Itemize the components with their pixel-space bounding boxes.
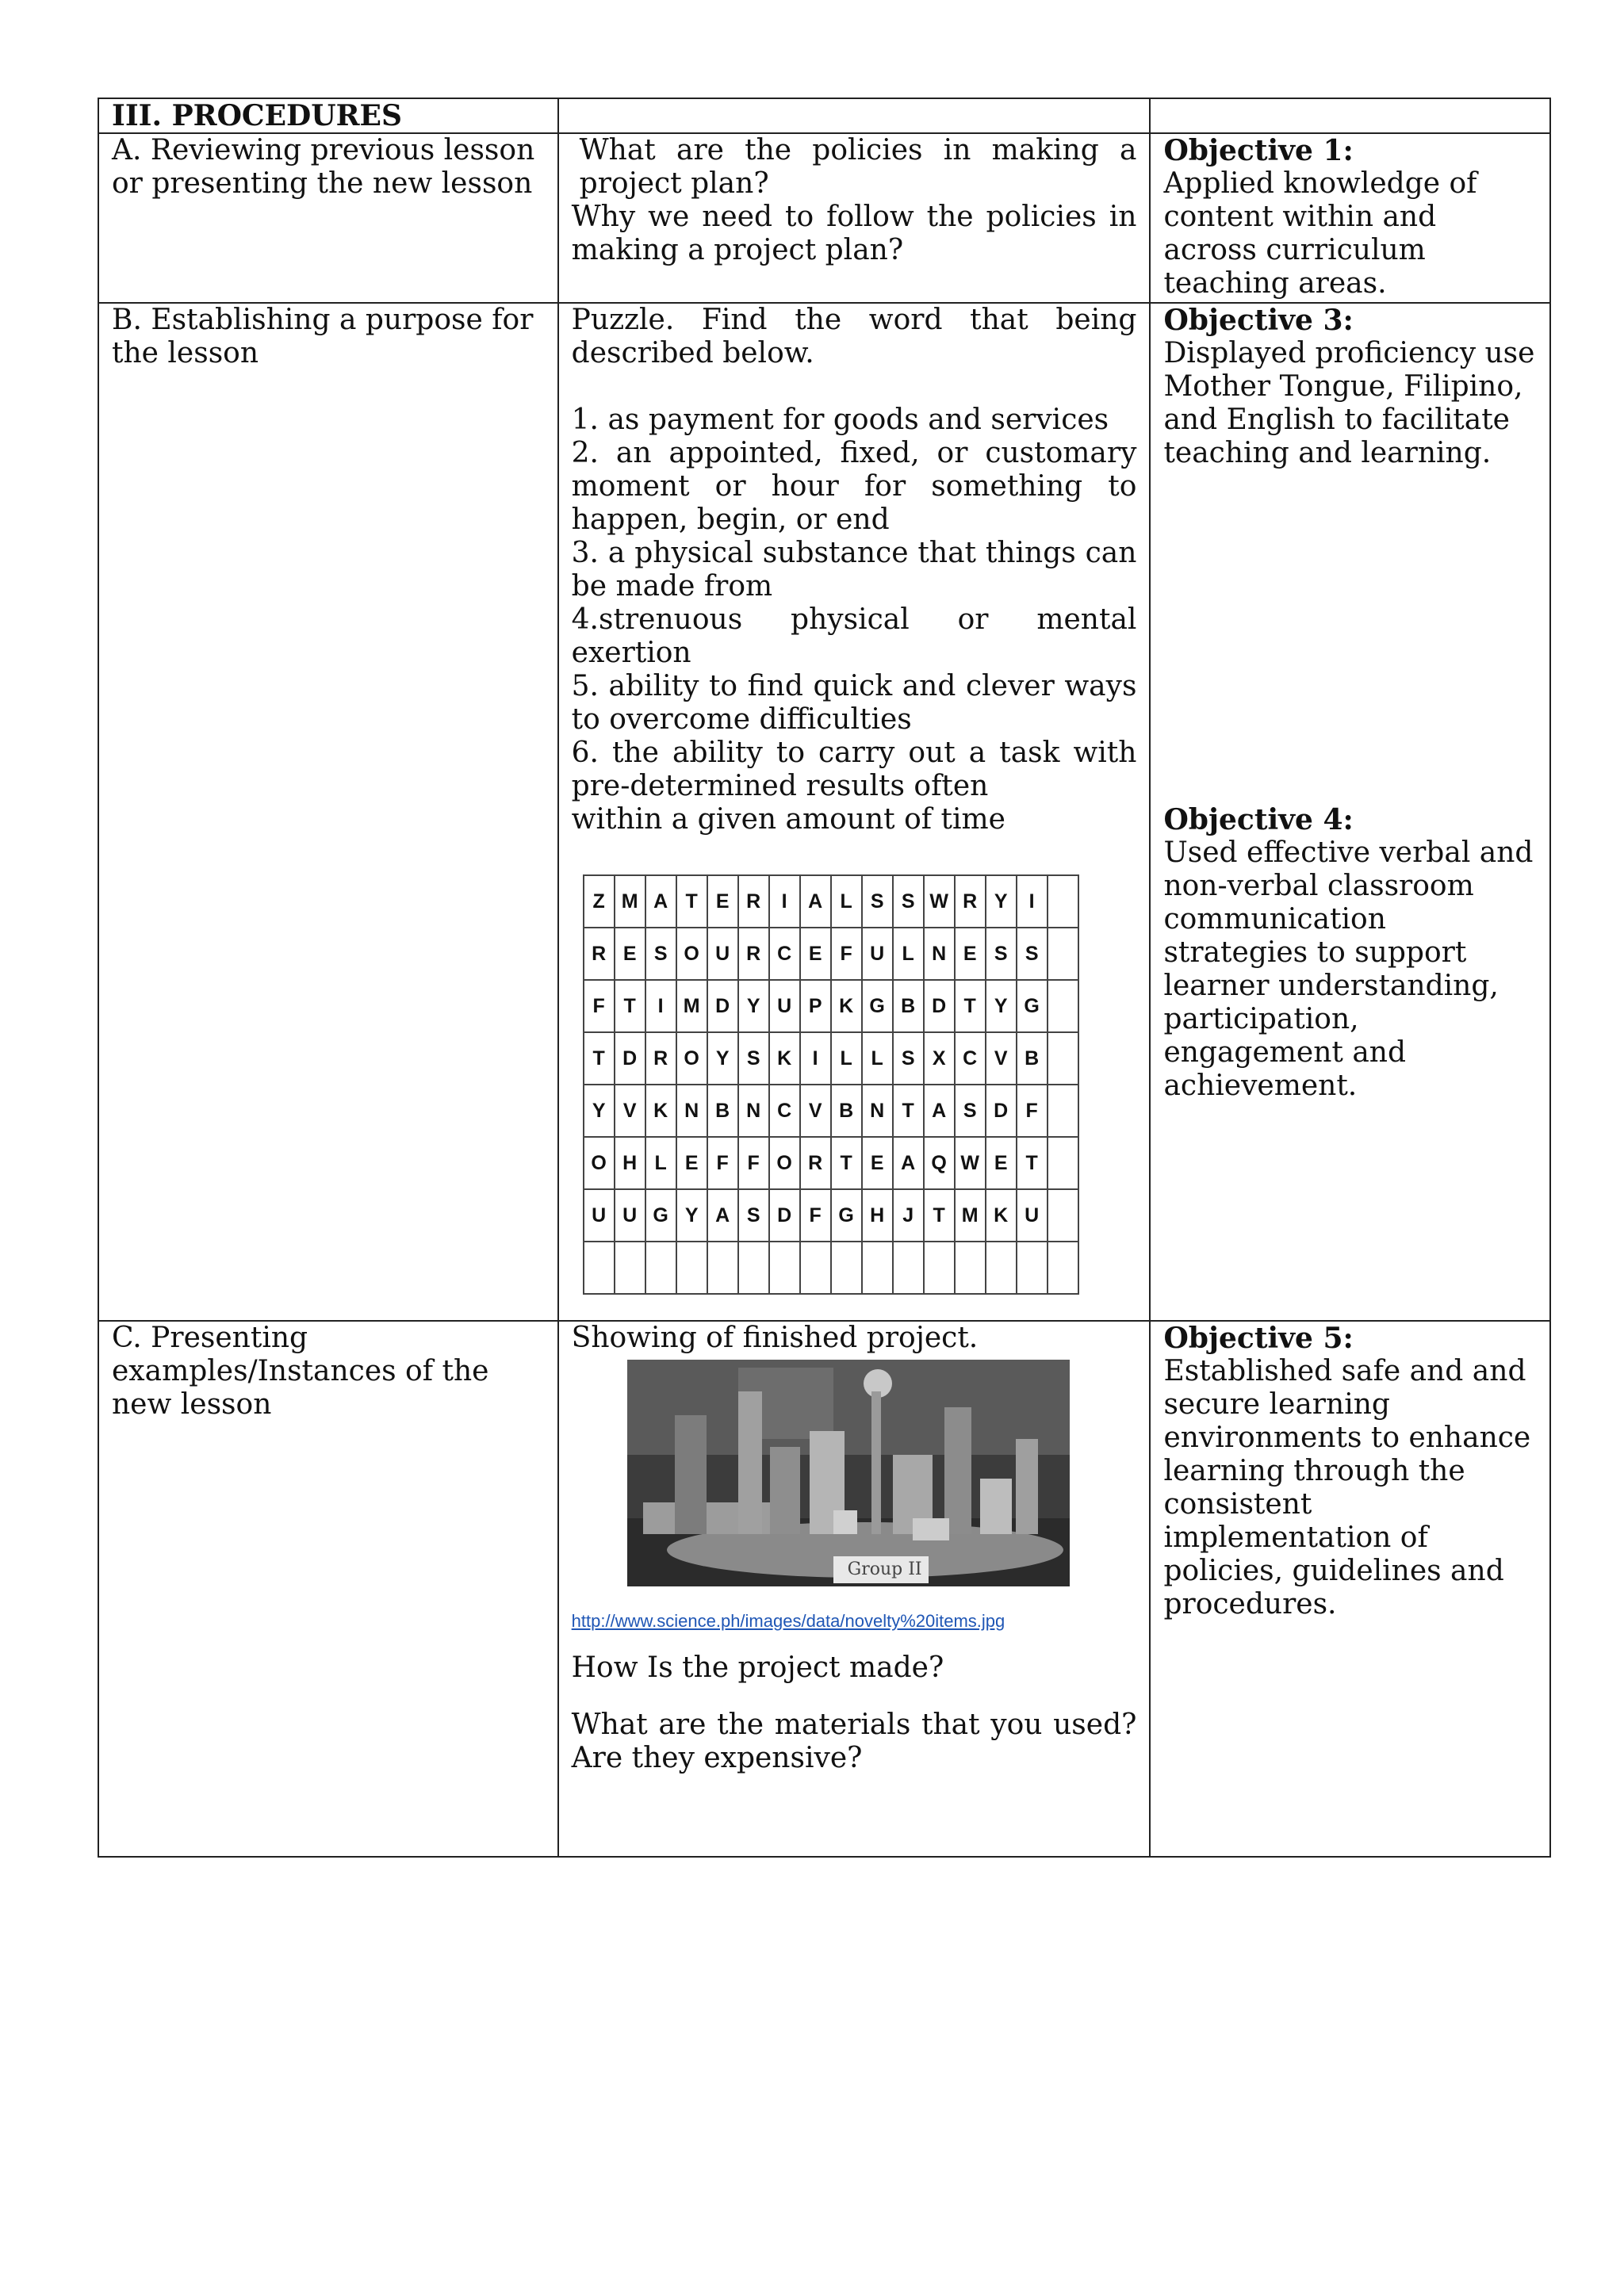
puzzle-cell: R xyxy=(955,875,986,928)
objective-4-text: Used effective verbal and non-verbal classroom communication strategies to support learner understanding, participation, engagement and achievement. xyxy=(1163,836,1534,1102)
puzzle-cell: R xyxy=(738,875,769,928)
puzzle-cell: O xyxy=(676,928,707,980)
clue-4: 4.strenuous physical or mental exertion xyxy=(571,603,1137,669)
puzzle-cell: V xyxy=(986,1032,1017,1085)
puzzle-cell: H xyxy=(862,1189,893,1242)
puzzle-cell: M xyxy=(955,1189,986,1242)
puzzle-cell: T xyxy=(831,1137,862,1189)
puzzle-cell xyxy=(893,1242,924,1294)
word-search-grid xyxy=(583,874,1079,1295)
puzzle-cell xyxy=(800,1242,831,1294)
row-b-content xyxy=(558,303,1151,1321)
puzzle-cell: N xyxy=(676,1085,707,1137)
puzzle-cell: I xyxy=(769,875,800,928)
project-photo-illustration xyxy=(627,1360,1070,1586)
puzzle-cell: T xyxy=(584,1032,615,1085)
puzzle-cell xyxy=(615,1242,645,1294)
puzzle-cell: C xyxy=(955,1032,986,1085)
puzzle-cell: U xyxy=(862,928,893,980)
procedure-row-c xyxy=(98,1321,1550,1857)
puzzle-cell: S xyxy=(1017,928,1048,980)
procedures-table xyxy=(98,98,1551,1858)
section-title: III. PROCEDURES xyxy=(98,98,558,133)
finished-project-photo xyxy=(627,1360,1070,1586)
objective-3-title: Objective 3: xyxy=(1163,304,1354,337)
puzzle-cell: S xyxy=(862,875,893,928)
image-source-link[interactable]: http://www.science.ph/images/data/novelty%20items.jpg xyxy=(571,1611,1005,1631)
objective-3-text: Displayed proficiency use Mother Tongue, Filipino, and English to facilitate teaching and learning. xyxy=(1163,337,1535,469)
puzzle-cell: M xyxy=(615,875,645,928)
puzzle-cell xyxy=(1048,1137,1078,1189)
puzzle-cell: Y xyxy=(986,980,1017,1032)
puzzle-cell: N xyxy=(862,1085,893,1137)
puzzle-cell: Y xyxy=(707,1032,738,1085)
clue-3: 3. a physical substance that things can be made from xyxy=(571,537,1137,603)
puzzle-cell xyxy=(1048,1032,1078,1085)
puzzle-cell: M xyxy=(676,980,707,1032)
objective-1-title: Objective 1: xyxy=(1163,134,1354,167)
puzzle-cell: E xyxy=(707,875,738,928)
puzzle-cell: N xyxy=(924,928,955,980)
project-question-2: What are the materials that you used? Are they expensive? xyxy=(571,1709,1137,1774)
review-question-2: Why we need to follow the policies in making a project plan? xyxy=(571,201,1137,266)
puzzle-cell xyxy=(831,1242,862,1294)
puzzle-cell: I xyxy=(1017,875,1048,928)
clue-1: 1. as payment for goods and services xyxy=(571,404,1109,436)
photo-caption-group: Group II xyxy=(847,1559,922,1579)
header-empty-cell xyxy=(558,98,1151,133)
puzzle-cell xyxy=(924,1242,955,1294)
row-b-label: B. Establishing a purpose for the lesson xyxy=(98,303,558,1321)
puzzle-cell: G xyxy=(1017,980,1048,1032)
puzzle-cell: E xyxy=(615,928,645,980)
puzzle-cell: S xyxy=(955,1085,986,1137)
clue-6-tail: within a given amount of time xyxy=(571,803,1005,836)
puzzle-row xyxy=(584,980,1078,1032)
puzzle-cell: L xyxy=(862,1032,893,1085)
puzzle-cell: I xyxy=(800,1032,831,1085)
puzzle-cell xyxy=(1048,980,1078,1032)
puzzle-cell: B xyxy=(1017,1032,1048,1085)
puzzle-cell: T xyxy=(1017,1137,1048,1189)
puzzle-cell xyxy=(769,1242,800,1294)
puzzle-cell xyxy=(1048,1189,1078,1242)
puzzle-cell: E xyxy=(676,1137,707,1189)
puzzle-cell: W xyxy=(924,875,955,928)
puzzle-cell: S xyxy=(738,1189,769,1242)
puzzle-cell: Y xyxy=(676,1189,707,1242)
objective-5-title: Objective 5: xyxy=(1163,1322,1354,1355)
puzzle-cell: D xyxy=(986,1085,1017,1137)
showing-project-text: Showing of finished project. xyxy=(571,1322,979,1354)
puzzle-cell: K xyxy=(986,1189,1017,1242)
puzzle-cell: F xyxy=(738,1137,769,1189)
puzzle-cell: O xyxy=(584,1137,615,1189)
puzzle-cell: K xyxy=(831,980,862,1032)
puzzle-cell: D xyxy=(707,980,738,1032)
puzzle-cell: Y xyxy=(986,875,1017,928)
puzzle-cell: E xyxy=(862,1137,893,1189)
puzzle-cell: F xyxy=(800,1189,831,1242)
row-a-content xyxy=(558,133,1151,303)
puzzle-cell: H xyxy=(615,1137,645,1189)
clue-6: 6. the ability to carry out a task with pre-determined results often xyxy=(571,737,1137,802)
clue-2: 2. an appointed, fixed, or customary moment or hour for something to happen, begin, or end xyxy=(571,437,1137,536)
puzzle-cell: C xyxy=(769,1085,800,1137)
puzzle-cell: A xyxy=(645,875,676,928)
puzzle-cell: V xyxy=(615,1085,645,1137)
puzzle-cell: W xyxy=(955,1137,986,1189)
puzzle-cell: F xyxy=(831,928,862,980)
puzzle-cell: C xyxy=(769,928,800,980)
objective-5-text: Established safe and and secure learning environments to enhance learning through the consistent implementation of policies, guidelines and procedures. xyxy=(1163,1355,1531,1621)
puzzle-cell xyxy=(738,1242,769,1294)
puzzle-cell: L xyxy=(645,1137,676,1189)
procedure-row-b xyxy=(98,303,1550,1321)
puzzle-cell: T xyxy=(676,875,707,928)
puzzle-cell xyxy=(862,1242,893,1294)
puzzle-cell: R xyxy=(645,1032,676,1085)
objective-4-title: Objective 4: xyxy=(1163,803,1354,836)
puzzle-cell xyxy=(645,1242,676,1294)
row-b-objectives xyxy=(1150,303,1550,1321)
puzzle-cell: I xyxy=(645,980,676,1032)
puzzle-cell: S xyxy=(893,1032,924,1085)
puzzle-row xyxy=(584,928,1078,980)
puzzle-cell: N xyxy=(738,1085,769,1137)
clue-5: 5. ability to find quick and clever ways to overcome difficulties xyxy=(571,670,1137,736)
puzzle-cell: U xyxy=(1017,1189,1048,1242)
row-a-label: A. Reviewing previous lesson or presenting the new lesson xyxy=(98,133,558,303)
puzzle-cell: D xyxy=(924,980,955,1032)
puzzle-row xyxy=(584,1242,1078,1294)
puzzle-row xyxy=(584,1137,1078,1189)
row-c-objective xyxy=(1150,1321,1550,1857)
review-question-1: What are the policies in making a project plan? xyxy=(579,134,1137,200)
puzzle-cell xyxy=(1048,875,1078,928)
puzzle-cell xyxy=(584,1242,615,1294)
puzzle-cell xyxy=(1048,928,1078,980)
puzzle-cell: S xyxy=(738,1032,769,1085)
puzzle-cell: A xyxy=(707,1189,738,1242)
puzzle-cell: L xyxy=(893,928,924,980)
puzzle-cell: E xyxy=(800,928,831,980)
puzzle-cell: F xyxy=(1017,1085,1048,1137)
puzzle-cell: E xyxy=(986,1137,1017,1189)
puzzle-cell: V xyxy=(800,1085,831,1137)
puzzle-cell: G xyxy=(862,980,893,1032)
puzzle-intro: Puzzle. Find the word that being described below. xyxy=(571,304,1137,369)
puzzle-cell xyxy=(707,1242,738,1294)
procedures-header-row xyxy=(98,98,1550,133)
puzzle-row xyxy=(584,1032,1078,1085)
puzzle-cell xyxy=(1017,1242,1048,1294)
procedure-row-a xyxy=(98,133,1550,303)
puzzle-cell: E xyxy=(955,928,986,980)
puzzle-cell: O xyxy=(676,1032,707,1085)
puzzle-cell: K xyxy=(645,1085,676,1137)
puzzle-cell: U xyxy=(615,1189,645,1242)
puzzle-cell: B xyxy=(893,980,924,1032)
puzzle-cell: A xyxy=(800,875,831,928)
objective-1-text: Applied knowledge of content within and across curriculum teaching areas. xyxy=(1163,167,1477,300)
puzzle-cell: F xyxy=(707,1137,738,1189)
puzzle-row xyxy=(584,1189,1078,1242)
puzzle-cell: U xyxy=(769,980,800,1032)
puzzle-row xyxy=(584,1085,1078,1137)
puzzle-cell: B xyxy=(707,1085,738,1137)
row-a-objective xyxy=(1150,133,1550,303)
puzzle-cell: S xyxy=(893,875,924,928)
puzzle-cell: Z xyxy=(584,875,615,928)
puzzle-cell: R xyxy=(584,928,615,980)
puzzle-cell: L xyxy=(831,875,862,928)
puzzle-cell xyxy=(955,1242,986,1294)
puzzle-cell: U xyxy=(707,928,738,980)
puzzle-cell: O xyxy=(769,1137,800,1189)
puzzle-row xyxy=(584,875,1078,928)
puzzle-cell xyxy=(1048,1242,1078,1294)
puzzle-cell: Y xyxy=(738,980,769,1032)
puzzle-cell: J xyxy=(893,1189,924,1242)
puzzle-cell: T xyxy=(955,980,986,1032)
puzzle-cell: S xyxy=(645,928,676,980)
puzzle-cell: T xyxy=(924,1189,955,1242)
puzzle-cell: P xyxy=(800,980,831,1032)
puzzle-cell: Q xyxy=(924,1137,955,1189)
puzzle-cell: Y xyxy=(584,1085,615,1137)
puzzle-cell: T xyxy=(893,1085,924,1137)
puzzle-cell: U xyxy=(584,1189,615,1242)
puzzle-cell: D xyxy=(615,1032,645,1085)
puzzle-cell: T xyxy=(615,980,645,1032)
puzzle-cell: G xyxy=(831,1189,862,1242)
puzzle-cell: D xyxy=(769,1189,800,1242)
row-c-content xyxy=(558,1321,1151,1857)
spacer xyxy=(572,370,1137,404)
puzzle-cell: L xyxy=(831,1032,862,1085)
puzzle-cell: K xyxy=(769,1032,800,1085)
puzzle-cell: F xyxy=(584,980,615,1032)
puzzle-cell: R xyxy=(800,1137,831,1189)
puzzle-cell: G xyxy=(645,1189,676,1242)
puzzle-cell: R xyxy=(738,928,769,980)
project-question-1: How Is the project made? xyxy=(571,1651,944,1684)
puzzle-cell: S xyxy=(986,928,1017,980)
puzzle-cell: X xyxy=(924,1032,955,1085)
puzzle-cell xyxy=(1048,1085,1078,1137)
puzzle-cell: A xyxy=(893,1137,924,1189)
puzzle-cell xyxy=(986,1242,1017,1294)
header-empty-cell xyxy=(1150,98,1550,133)
puzzle-cell xyxy=(676,1242,707,1294)
puzzle-cell: A xyxy=(924,1085,955,1137)
row-c-label: C. Presenting examples/Instances of the new lesson xyxy=(98,1321,558,1857)
puzzle-cell: B xyxy=(831,1085,862,1137)
